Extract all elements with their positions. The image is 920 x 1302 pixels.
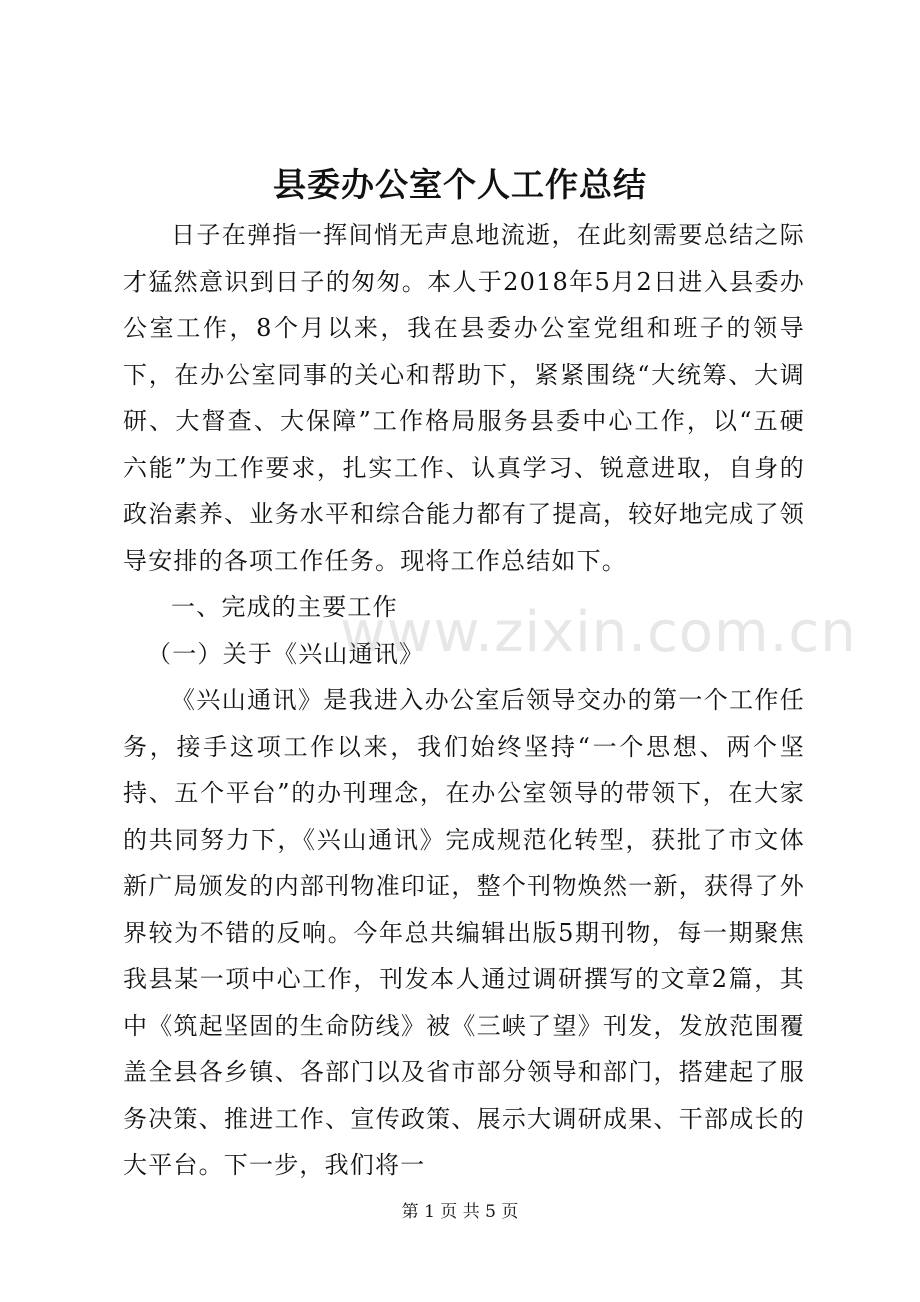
document-title: 县委办公室个人工作总结 (273, 165, 647, 204)
page-footer: 第 1 页 共 5 页 (401, 1202, 519, 1222)
document-body (123, 212, 805, 1189)
section-heading: 一、完成的主要工作 (171, 593, 398, 621)
subsection-heading: （一）关于《兴山通讯》 (147, 639, 425, 668)
watermark: www.zixin.com.cn (340, 600, 857, 665)
body-paragraph: 《兴山通讯》是我进入办公室后领导交办的第一个工作任务，接手这项工作以来，我们始终坚持“一个思想、两个坚持、五个平台”的办刊理念，在办公室领导的带领下，在大家的共同努力下，《兴山通讯》完成规范化转型，获批了市文体新广局颁发的内部刊物准印证，整个刊物焕然一新，获得了外界较为不错的反响。今年总共编辑出版5期刊物，每一期聚焦我县某一项中心工作，刊发本人通过调研撰写的文章2篇，其中《筑起坚固的生命防线》被《三峡了望》刊发，发放范围覆盖全县各乡镇、各部门以及省市部分领导和部门，搭建起了服务决策、推进工作、宣传政策、展示大调研成果、干部成长的大平台。下一步，我们将一 (123, 686, 805, 1179)
intro-paragraph: 日子在弹指一挥间悄无声息地流逝，在此刻需要总结之际才猛然意识到日子的匆匆。本人于2018年5月2日进入县委办公室工作，8个月以来，我在县委办公室党组和班子的领导下，在办公室同事的关心和帮助下，紧紧围绕“大统筹、大调研、大督查、大保障”工作格局服务县委中心工作，以“五硬六能”为工作要求，扎实工作、认真学习、锐意进取，自身的政治素养、业务水平和综合能力都有了提高，较好地完成了领导安排的各项工作任务。现将工作总结如下。 (123, 221, 805, 575)
